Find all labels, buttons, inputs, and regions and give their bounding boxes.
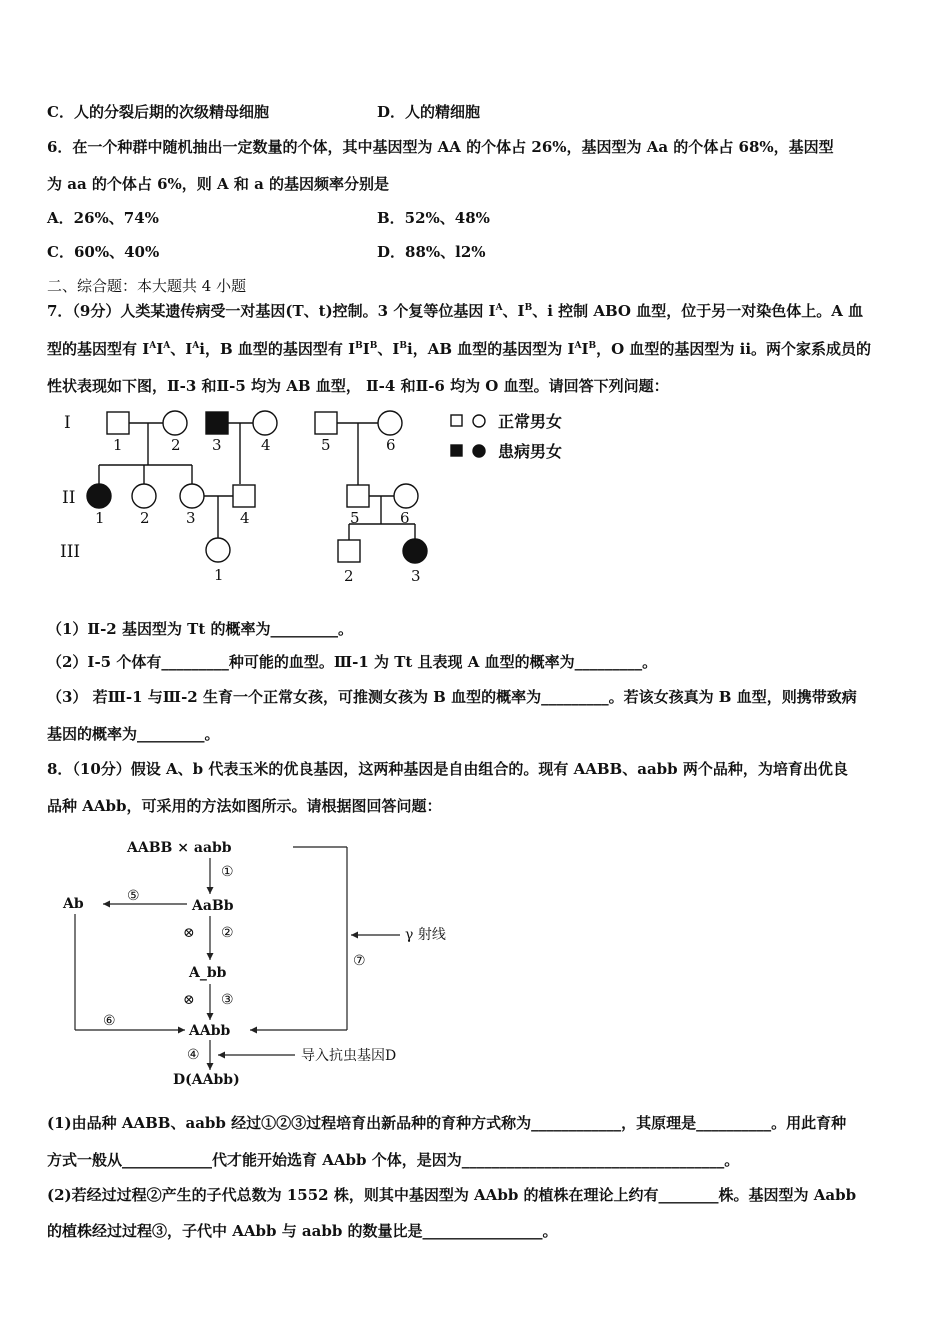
legend-affected-label: 患病男女 [498,442,563,461]
q7-sub1: （1）Ⅱ-2 基因型为 Tt 的概率为_________。 [47,620,353,638]
pedigree-female-II2 [132,484,156,508]
diagram-gamma: γ 射线 [405,927,446,943]
q7-sub3-line1: （3） 若Ⅲ-1 与Ⅲ-2 生育一个正常女孩，可推测女孩为 B 血型的概率为_________。若该女孩真为 B 血型，则携带致病 [47,688,857,706]
diagram-self2: ⊗ [183,992,195,1008]
pedigree-female-II6 [394,484,418,508]
pedigree-female-I2 [163,411,187,435]
gen-label-2: II [62,488,76,508]
q6-option-b: B．52%、48% [377,209,490,227]
breeding-diagram [55,832,475,1092]
pedigree-affected-female-II1 [87,484,111,508]
q8-stem-line2: 品种 AAbb，可采用的方法如图所示。请根据图回答问题： [47,797,442,815]
legend-normal-male-icon [451,415,462,426]
diagram-step2: ② [221,925,234,941]
label-III2: 2 [344,567,354,585]
pedigree-male-III2 [338,540,360,562]
q8-sub1-line2: 方式一般从____________代才能开始选育 AAbb 个体，是因为___________________________________。 [47,1151,740,1169]
q5-option-d: D．人的精细胞 [377,103,481,121]
pedigree-male-II4 [233,485,255,507]
label-I2: 2 [171,436,181,454]
pedigree-female-I6 [378,411,402,435]
q6-stem-line2: 为 aa 的个体占 6%，则 A 和 a 的基因频率分别是 [47,175,390,193]
label-I1: 1 [113,436,123,454]
q6-option-c: C．60%、40% [47,243,160,261]
diagram-parents: AABB × aabb [127,840,232,856]
pedigree-male-I5 [315,412,337,434]
label-I4: 4 [261,436,271,454]
diagram-f2: A_bb [189,965,227,981]
diagram-step6: ⑥ [103,1013,116,1029]
q6-option-d: D．88%、l2% [377,243,486,261]
diagram-transgene-label: 导入抗虫基因D [301,1048,397,1064]
label-III1: 1 [214,566,224,584]
diagram-step5: ⑤ [127,888,140,904]
label-III3: 3 [411,567,421,585]
legend-normal-female-icon [473,415,485,427]
diagram-transgenic: D(AAbb) [173,1072,240,1088]
legend-affected-male-icon [451,445,462,456]
diagram-step3: ③ [221,992,234,1008]
pedigree-affected-male-I3 [206,412,228,434]
label-I3: 3 [212,436,222,454]
q8-stem-line1: 8．（10分）假设 A、b 代表玉米的优良基因，这两种基因是自由组合的。现有 AABB、aabb 两个品种，为培育出优良 [47,760,848,778]
gen-label-3: III [60,542,81,562]
label-II3: 3 [186,509,196,527]
q7-sub3-line2: 基因的概率为_________。 [47,725,220,743]
q7-stem-line2: 型的基因型有 $I^AI^A$、$I^Ai$，B 血型的基因型有 $I^BI^B$、$I^Bi$，AB 血型的基因型为 $I^AI^B$，O 血型的基因型为 ii。两个家系成员的 [47,340,872,358]
pedigree-figure [40,400,600,595]
q6-option-a: A．26%、74% [47,209,159,227]
label-II2: 2 [140,509,150,527]
label-I5: 5 [321,436,331,454]
q8-sub2-line1: (2)若经过过程②产生的子代总数为 1552 株，则其中基因型为 AAbb 的植株在理论上约有________株。基因型为 Aabb [47,1186,857,1204]
label-II4: 4 [240,509,250,527]
pedigree-male-II5 [347,485,369,507]
diagram-self1: ⊗ [183,925,195,941]
legend-affected-female-icon [473,445,485,457]
q8-sub2-line2: 的植株经过过程③，子代中 AAbb 与 aabb 的数量比是________________。 [47,1222,558,1240]
legend-normal-label: 正常男女 [498,412,563,431]
label-II5: 5 [350,509,360,527]
diagram-target: AAbb [189,1023,231,1039]
diagram-step7: ⑦ [353,953,366,969]
gen-label-1: I [64,413,71,433]
diagram-haploid: Ab [63,896,84,912]
q5-option-c: C．人的分裂后期的次级精母细胞 [47,103,269,121]
diagram-step1: ① [221,864,234,880]
pedigree-male-I1 [107,412,129,434]
pedigree-affected-female-III3 [403,539,427,563]
label-II1: 1 [95,509,105,527]
pedigree-female-II3 [180,484,204,508]
section-heading: 二、综合题：本大题共 4 小题 [47,277,247,295]
diagram-step4: ④ [187,1047,200,1063]
q7-sub2: （2）Ⅰ-5 个体有_________种可能的血型。Ⅲ-1 为 Tt 且表现 A 血型的概率为_________。 [47,653,658,671]
q7-stem-line3: 性状表现如下图，Ⅱ-3 和Ⅱ-5 均为 AB 血型， Ⅱ-4 和Ⅱ-6 均为 O 血型。请回答下列问题： [47,377,669,395]
q6-stem-line1: 6．在一个种群中随机抽出一定数量的个体，其中基因型为 AA 的个体占 26%，基因型为 Aa 的个体占 68%，基因型 [47,138,834,156]
label-I6: 6 [386,436,396,454]
diagram-f1: AaBb [192,898,234,914]
label-II6: 6 [400,509,410,527]
pedigree-female-I4 [253,411,277,435]
q7-stem-line1: 7．（9分）人类某遗传病受一对基因(T、t)控制。3 个复等位基因 $I^A$、$I^B$、i 控制 ABO 血型，位于另一对染色体上。A 血 [47,302,864,320]
pedigree-female-III1 [206,538,230,562]
q8-sub1-line1: (1)由品种 AABB、aabb 经过①②③过程培育出新品种的育种方式称为____________，其原理是__________。用此育种 [47,1114,847,1132]
